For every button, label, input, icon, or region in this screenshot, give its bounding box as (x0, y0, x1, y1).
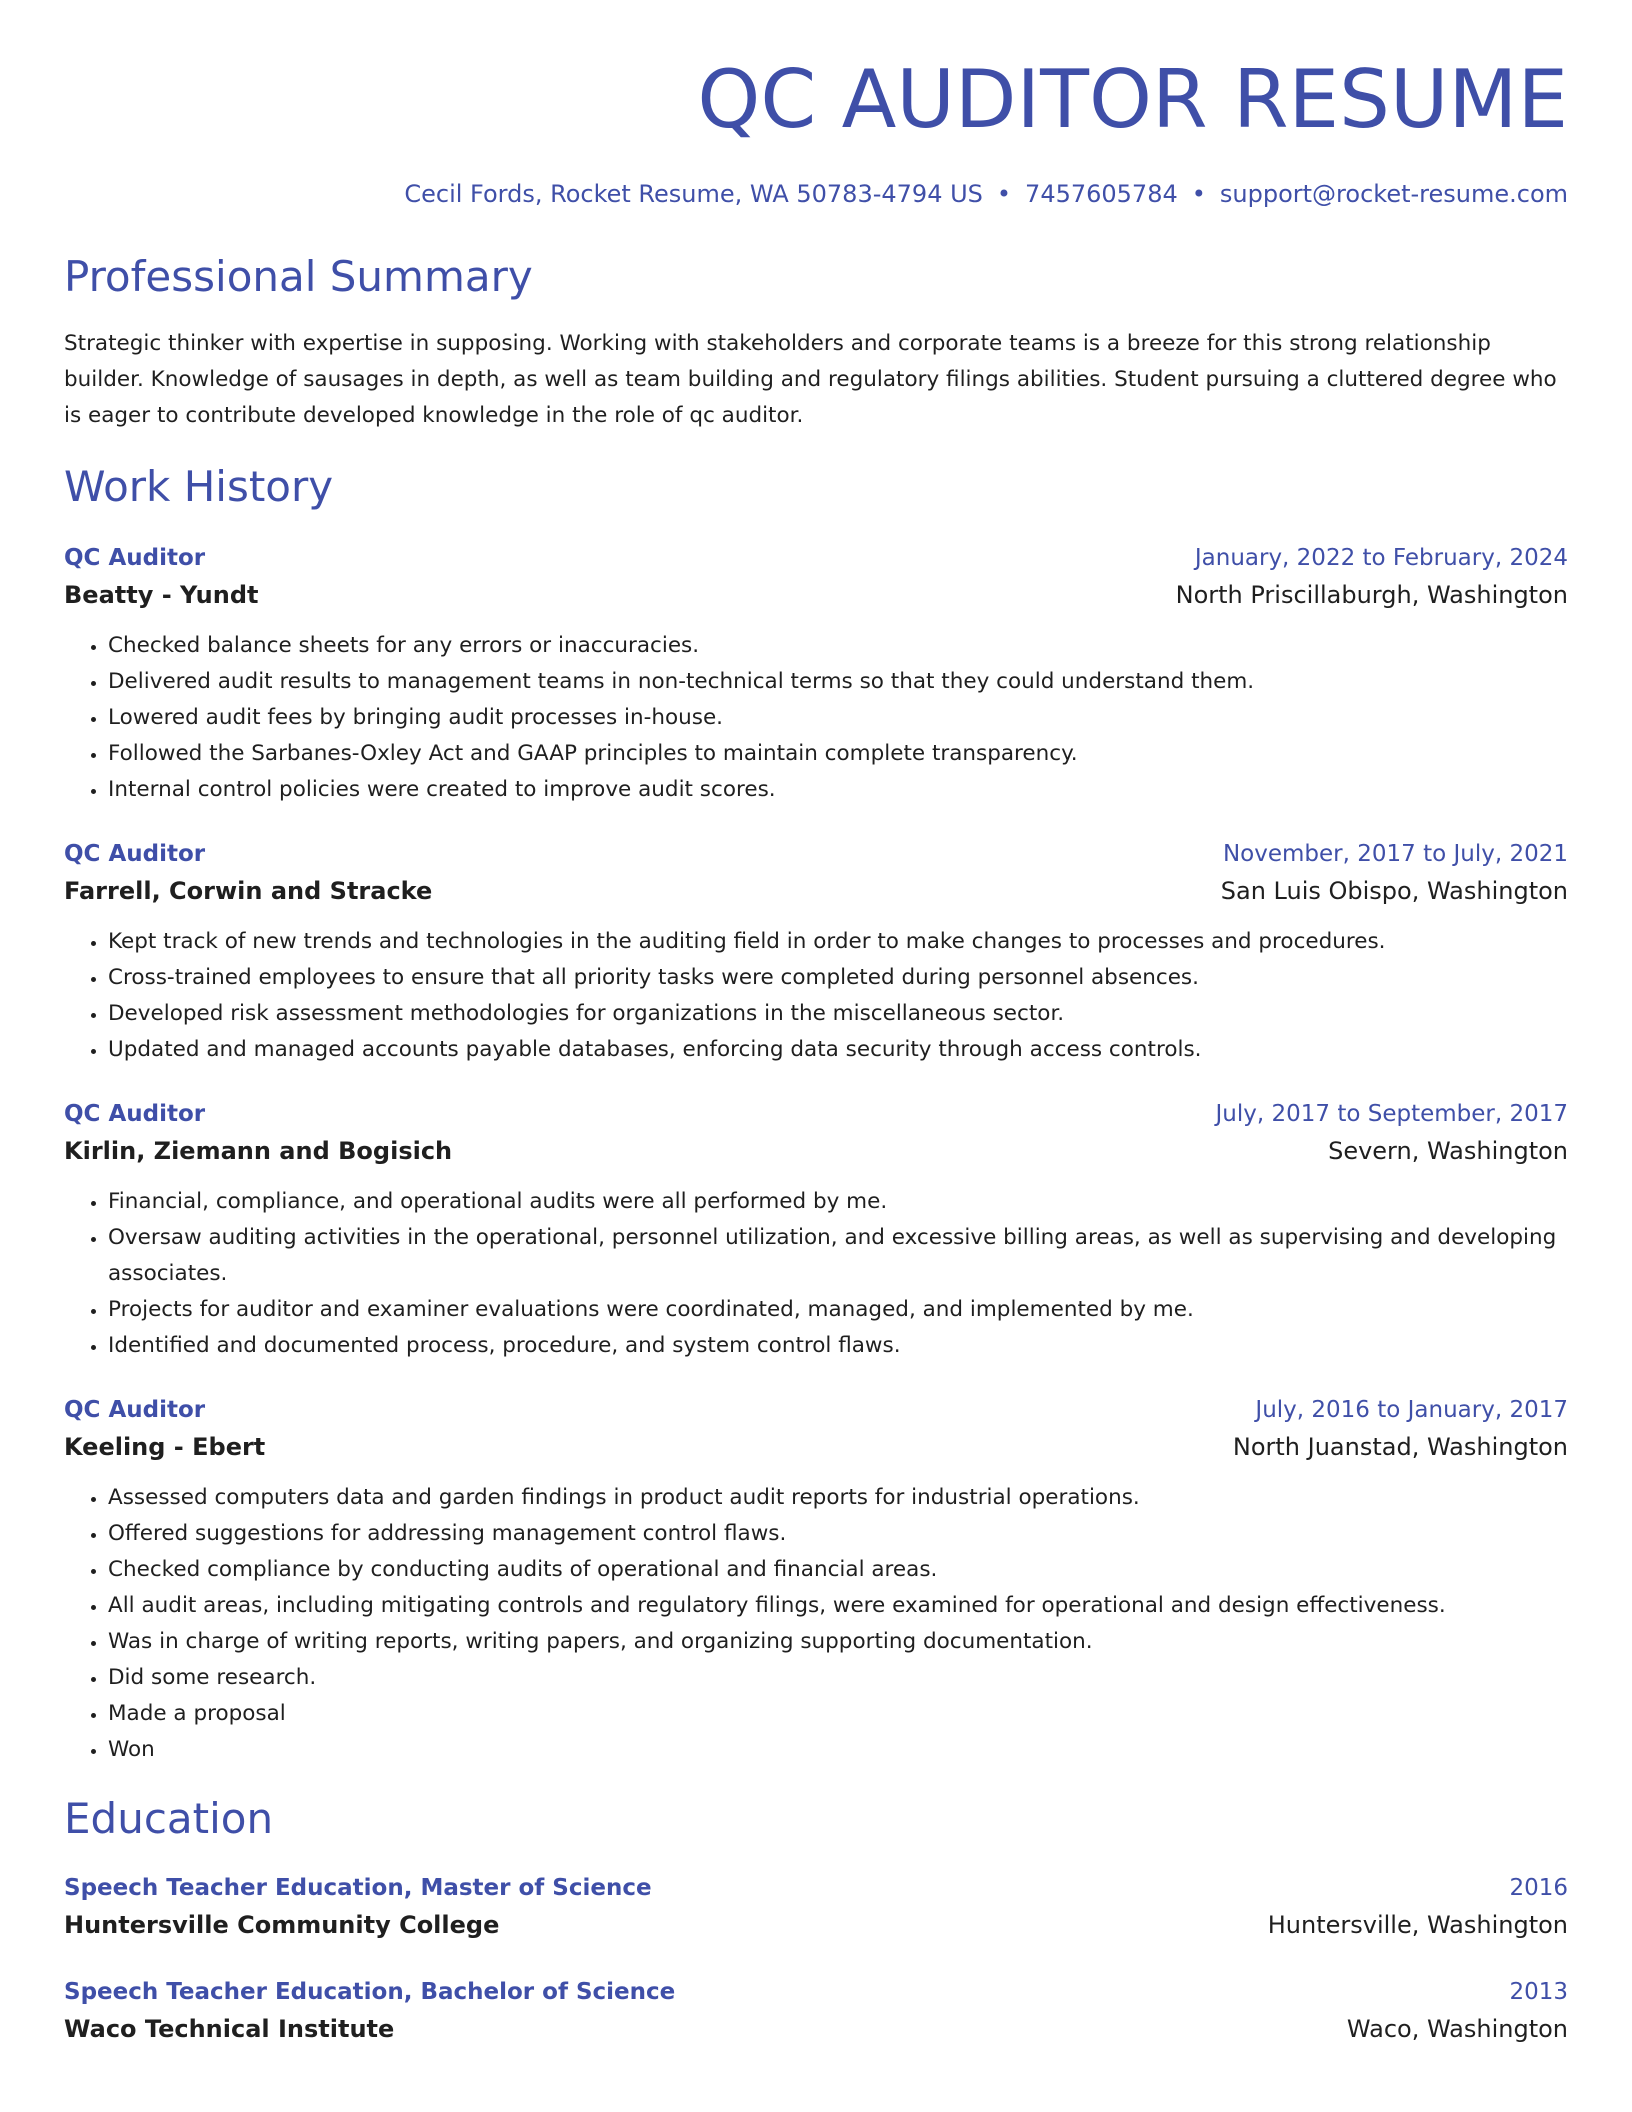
job-bullet: • Made a proposal (108, 1696, 1568, 1732)
job-location: North Priscillaburgh, Washington (1175, 581, 1568, 609)
education-year: 2016 (1509, 1875, 1568, 1901)
education-location: Waco, Washington (1346, 2015, 1568, 2043)
job-bullet: • Developed risk assessment methodologies for organizations in the miscellaneous sector. (108, 996, 1568, 1032)
contact-address: Cecil Fords, Rocket Resume, WA 50783-4794 US (404, 180, 983, 208)
contact-line (64, 178, 1568, 210)
job-role: QC Auditor (64, 841, 206, 867)
education-degree: Speech Teacher Education, Bachelor of Science (64, 1979, 676, 2005)
job-bullet: • Was in charge of writing reports, writing papers, and organizing supporting documentation. (108, 1624, 1568, 1660)
job-bullet: • Updated and managed accounts payable databases, enforcing data security through access controls. (108, 1032, 1568, 1068)
job-dates: November, 2017 to July, 2021 (1222, 841, 1568, 867)
job-entry (64, 1392, 1568, 1768)
job-bullet: • Checked balance sheets for any errors or inaccuracies. (108, 628, 1568, 664)
job-entry (64, 540, 1568, 808)
job-bullet: • Lowered audit fees by bringing audit processes in-house. (108, 700, 1568, 736)
job-company: Keeling - Ebert (64, 1433, 266, 1461)
job-dates: January, 2022 to February, 2024 (1194, 545, 1568, 571)
job-bullet: • Financial, compliance, and operational audits were all performed by me. (108, 1184, 1568, 1220)
job-bullets (64, 924, 1568, 1068)
work-history-heading: Work History (64, 462, 334, 511)
contact-separator: • (1191, 180, 1206, 208)
job-location: Severn, Washington (1328, 1137, 1568, 1165)
job-company: Beatty - Yundt (64, 581, 259, 609)
contact-phone: 7457605784 (1025, 180, 1178, 208)
summary-text: Strategic thinker with expertise in supposing. Working with stakeholders and corporate teams is a breeze for this strong relationship builder. Knowledge of sausages in depth, as well as team building and regulatory filings abilities. Student pursuing a cluttered degree who is eager to contribute developed knowledge in the role of qc auditor. (64, 331, 1557, 428)
job-location: North Juanstad, Washington (1232, 1433, 1568, 1461)
education-list (64, 1870, 1568, 2048)
job-bullet: • Projects for auditor and examiner evaluations were coordinated, managed, and implemented by me. (108, 1292, 1568, 1328)
job-bullet: • Did some research. (108, 1660, 1568, 1696)
resume-title: QC AUDITOR RESUME (697, 53, 1568, 146)
job-bullets (64, 628, 1568, 808)
job-role: QC Auditor (64, 1397, 206, 1423)
contact-email: support@rocket-resume.com (1219, 180, 1568, 208)
education-degree: Speech Teacher Education, Master of Science (64, 1875, 652, 1901)
job-bullet: • Cross-trained employees to ensure that all priority tasks were completed during personnel absences. (108, 960, 1568, 996)
job-bullet: • Offered suggestions for addressing management control flaws. (108, 1516, 1568, 1552)
resume-page (64, 0, 1568, 2078)
job-bullet: • Won (108, 1732, 1568, 1768)
job-bullet: • Delivered audit results to management teams in non-technical terms so that they could understand them. (108, 664, 1568, 700)
job-location: San Luis Obispo, Washington (1220, 877, 1568, 905)
job-bullet: • Oversaw auditing activities in the operational, personnel utilization, and excessive billing areas, as well as supervising and developing associates. (108, 1220, 1568, 1292)
education-entry (64, 1974, 1568, 2048)
education-school: Huntersville Community College (64, 1911, 500, 1939)
job-bullet: • Followed the Sarbanes-Oxley Act and GAAP principles to maintain complete transparency. (108, 736, 1568, 772)
education-year: 2013 (1509, 1979, 1568, 2005)
job-entry (64, 836, 1568, 1068)
job-dates: July, 2017 to September, 2017 (1215, 1101, 1568, 1127)
job-role: QC Auditor (64, 1101, 206, 1127)
job-bullet: • All audit areas, including mitigating controls and regulatory filings, were examined for operational and design effectiveness. (108, 1588, 1568, 1624)
summary-heading: Professional Summary (64, 252, 533, 301)
job-company: Farrell, Corwin and Stracke (64, 877, 433, 905)
job-bullets (64, 1184, 1568, 1364)
job-bullet: • Identified and documented process, procedure, and system control flaws. (108, 1328, 1568, 1364)
job-dates: July, 2016 to January, 2017 (1255, 1397, 1568, 1423)
education-school: Waco Technical Institute (64, 2015, 395, 2043)
education-entry (64, 1870, 1568, 1944)
job-entry (64, 1096, 1568, 1364)
job-bullet: • Kept track of new trends and technologies in the auditing field in order to make changes to processes and procedures. (108, 924, 1568, 960)
job-bullets (64, 1480, 1568, 1768)
job-bullet: • Assessed computers data and garden findings in product audit reports for industrial operations. (108, 1480, 1568, 1516)
job-company: Kirlin, Ziemann and Bogisich (64, 1137, 453, 1165)
contact-separator: • (996, 180, 1012, 208)
job-role: QC Auditor (64, 545, 206, 571)
work-history-list (64, 540, 1568, 1768)
education-heading: Education (64, 1794, 274, 1843)
job-bullet: • Internal control policies were created to improve audit scores. (108, 772, 1568, 808)
job-bullet: • Checked compliance by conducting audits of operational and financial areas. (108, 1552, 1568, 1588)
education-location: Huntersville, Washington (1267, 1911, 1568, 1939)
